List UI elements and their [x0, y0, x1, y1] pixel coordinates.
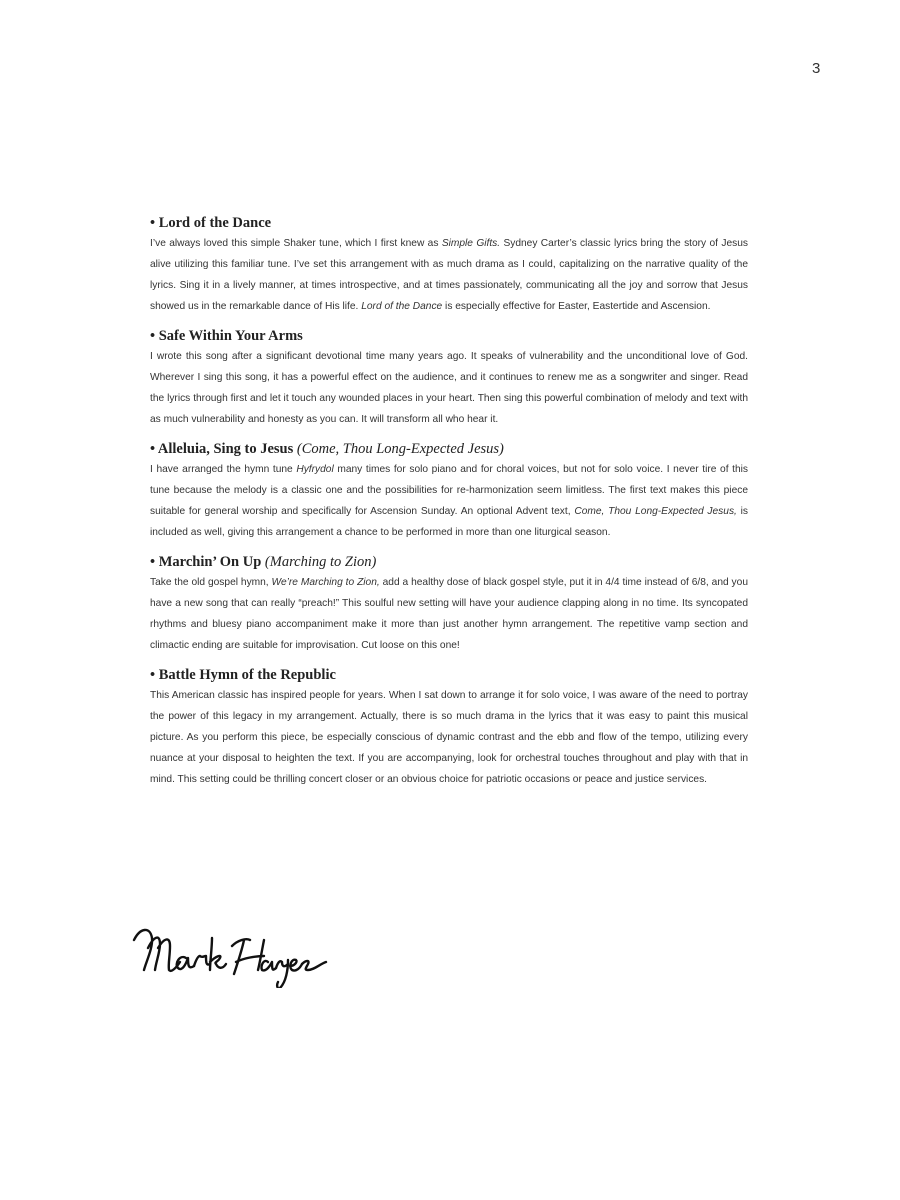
body-text: is included as well, giving this arrangement a chance to be performed in more than one liturgical season.: [150, 506, 749, 538]
body-text: Sydney Carter’s classic lyrics bring the story of Jesus alive utilizing this familiar tune. I’ve set this arrangement with as much drama as I could, capitalizing on the narrative quality of the lyrics. Sing it in a lively manner, at times introspective, and at times passionately, communicating all the joy and sorrow that Jesus showed us in the remarkable dance of His life.: [150, 238, 748, 312]
italic-title-text: We’re Marching to Zion,: [271, 577, 380, 588]
page-number: 3: [812, 60, 821, 77]
section-heading: [150, 552, 748, 572]
section-title: Safe Within Your Arms: [158, 328, 303, 344]
italic-title-text: Come, Thou Long-Expected Jesus,: [574, 506, 737, 517]
bullet: •: [150, 554, 156, 570]
section-title: Marchin’ On Up: [158, 554, 262, 570]
body-text: is especially effective for Easter, Eastertide and Ascension.: [442, 301, 711, 312]
section-lord-of-the-dance: [150, 213, 748, 317]
section-heading: [150, 213, 748, 233]
section-body: [150, 346, 748, 430]
section-body: [150, 685, 748, 790]
body-text: This American classic has inspired people for years. When I sat down to arrange it for solo voice, I was aware of the need to portray the power of this legacy in my arrangement. Actually, there is so much drama in the lyrics that it was easy to paint this musical picture. As you perform this piece, be especially conscious of dynamic contrast and the ebb and flow of the tempo, utilizing every nuance at your disposal to heighten the text. If you are accompanying, look for orchestral touches throughout and play with that in mind. This setting could be thrilling concert closer or an obvious choice for patriotic occasions or peace and justice services.: [150, 690, 748, 785]
bullet: •: [150, 441, 156, 457]
italic-title-text: Simple Gifts.: [441, 238, 501, 249]
section-heading: [150, 326, 748, 346]
section-body: [150, 233, 748, 317]
signature: [128, 918, 328, 988]
bullet: •: [150, 328, 156, 344]
section-alleluia-sing-to-jesus: [150, 439, 748, 543]
bullet: •: [150, 667, 156, 683]
italic-title-text: Lord of the Dance: [361, 301, 443, 312]
section-battle-hymn-of-the-republic: [150, 665, 748, 790]
body-text: many times for solo piano and for choral voices, but not for solo voice. I never tire of this tune because the melody is a classic one and the possibilities for re-harmonization seem limitless. The first text makes this piece suitable for general worship and specifically for Ascension Sunday. An optional Advent text,: [150, 464, 749, 517]
section-safe-within-your-arms: [150, 326, 748, 430]
bullet: •: [150, 215, 156, 231]
section-body: [150, 572, 748, 656]
section-heading: [150, 439, 748, 459]
section-subtitle: (Marching to Zion): [264, 554, 377, 570]
section-body: [150, 459, 748, 543]
italic-title-text: Hyfrydol: [296, 464, 334, 475]
section-title: Lord of the Dance: [158, 215, 272, 231]
section-marchin-on-up: [150, 552, 748, 656]
section-heading: [150, 665, 748, 685]
article-body: [150, 213, 748, 799]
body-text: I have arranged the hymn tune: [150, 464, 297, 475]
section-title: Battle Hymn of the Republic: [158, 667, 336, 683]
section-title: Alleluia, Sing to Jesus: [157, 441, 294, 457]
body-text: I wrote this song after a significant devotional time many years ago. It speaks of vulnerability and the unconditional love of God. Wherever I sing this song, it has a powerful effect on the audience, and it continues to renew me as a songwriter and singer. Read the lyrics through first and let it touch any wounded places in your heart. Then sing this powerful combination of melody and text with as much vulnerability and honesty as you can. It will transform all who hear it.: [150, 351, 748, 425]
body-text: I’ve always loved this simple Shaker tune, which I first knew as: [150, 238, 442, 249]
section-subtitle: (Come, Thou Long-Expected Jesus): [296, 441, 504, 457]
body-text: Take the old gospel hymn,: [150, 577, 272, 588]
body-text: add a healthy dose of black gospel style, put it in 4/4 time instead of 6/8, and you have a new song that can really “preach!” This soulful new setting will have your audience clapping along in no time. Its syncopated rhythms and bluesy piano accompaniment make it more than just another hymn arrangement. The repetitive vamp section and climactic ending are suitable for improvisation. Cut loose on this one!: [150, 577, 748, 651]
